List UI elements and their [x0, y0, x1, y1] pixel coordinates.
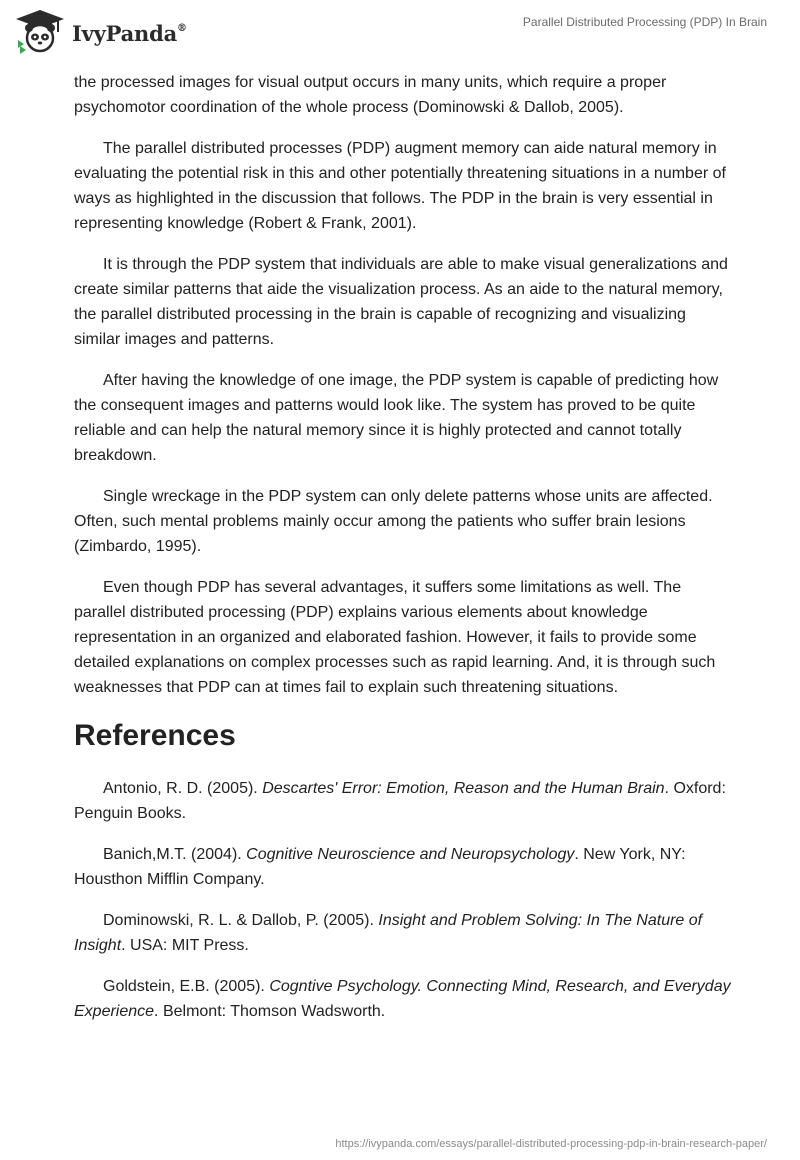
paragraph: After having the knowledge of one image, the PDP system is capable of predicting how the consequent images and patterns would look like. The system has proved to be quite reliable and can help the natural memory since it is highly protected and cannot totally breakdown. — [74, 372, 719, 464]
panda-graduate-icon — [14, 8, 66, 54]
paragraph: the processed images for visual output occurs in many units, which require a proper psychomotor coordination of the whole process (Dominowski & Dallob, 2005). — [74, 74, 667, 116]
reference-item: Dominowski, R. L. & Dallob, P. (2005). Insight and Problem Solving: In The Nature of Insight. USA: MIT Press. — [74, 912, 703, 954]
source-url[interactable]: https://ivypanda.com/essays/parallel-distributed-processing-pdp-in-brain-research-paper/ — [335, 1138, 767, 1150]
reference-item: Antonio, R. D. (2005). Descartes' Error: Emotion, Reason and the Human Brain. Oxford: Penguin Books. — [74, 780, 726, 822]
document-body — [74, 70, 734, 1040]
paragraph: Even though PDP has several advantages, it suffers some limitations as well. The parallel distributed processing (PDP) explains various elements about knowledge representation in an organized and elaborated fashion. However, it fails to provide some detailed explanations on complex processes such as rapid learning. And, it is through such weaknesses that PDP can at times fail to explain such threatening situations. — [74, 579, 716, 696]
references-heading: References — [74, 719, 236, 752]
paragraph: Single wreckage in the PDP system can only delete patterns whose units are affected. Often, such mental problems mainly occur among the patients who suffer brain lesions (Zimbardo, 1995). — [74, 488, 713, 555]
page-header — [0, 0, 800, 70]
reference-item: Banich,M.T. (2004). Cognitive Neuroscience and Neuropsychology. New York, NY: Housthon Mifflin Company. — [74, 846, 686, 888]
ivypanda-logo[interactable] — [14, 8, 187, 54]
paragraph: The parallel distributed processes (PDP) augment memory can aide natural memory in evaluating the potential risk in this and other potentially threatening situations in a number of ways as highlighted in the discussion that follows. The PDP in the brain is very essential in representing knowledge (Robert & Frank, 2001). — [74, 140, 726, 232]
reference-item: Goldstein, E.B. (2005). Cogntive Psychology. Connecting Mind, Research, and Everyday Experience. Belmont: Thomson Wadsworth. — [74, 978, 731, 1020]
paragraph: It is through the PDP system that individuals are able to make visual generalizations and create similar patterns that aide the visualization process. As an aide to the natural memory, the parallel distributed processing in the brain is capable of recognizing and visualizing similar images and patterns. — [74, 256, 728, 348]
document-title: Parallel Distributed Processing (PDP) In Brain — [522, 15, 767, 29]
logo-wordmark: IvyPanda® — [72, 20, 187, 46]
